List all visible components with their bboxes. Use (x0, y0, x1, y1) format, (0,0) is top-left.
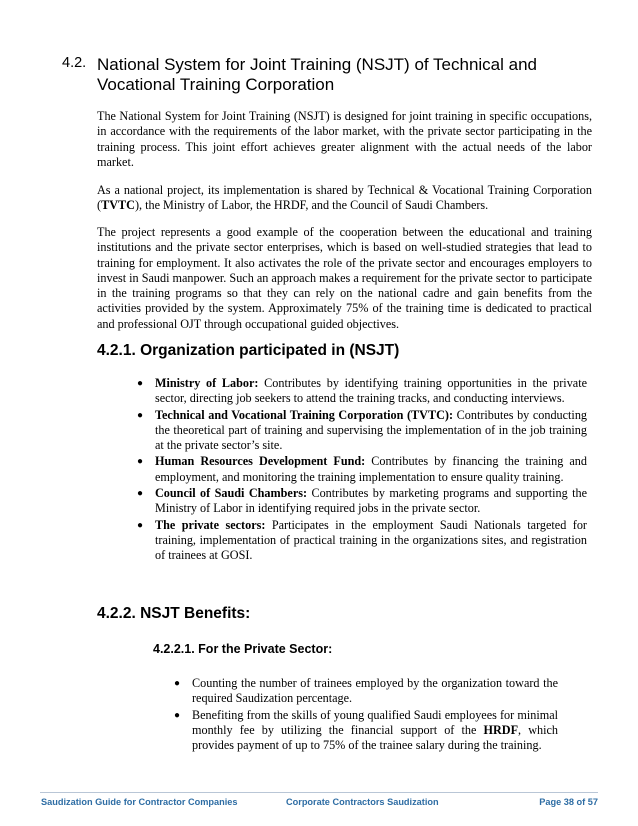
bullet-icon: ● (137, 409, 144, 421)
item-bold: HRDF (483, 722, 519, 737)
item-text: Counting the number of trainees employed by the organization toward the required Saudization percentage. (192, 676, 558, 706)
item-text: Participates in the employment Saudi Nationals targeted for training, implementation of practical training in the organizations sites, and registration of trainees at GOSI. (155, 517, 587, 562)
section-number: 4.2. (62, 55, 87, 71)
item-bold: Human Resources Development Fund: (155, 454, 366, 469)
item-text-after: , which provides payment of up to 75% of the trainee salary during the training. (192, 722, 558, 752)
list-item (137, 376, 587, 406)
footer-center: Corporate Contractors Saudization (286, 797, 439, 807)
list-item (137, 454, 587, 484)
item-text: Contributes by financing the training and employment, and monitoring the training implementation to ensure quality training. (155, 454, 587, 484)
item-bold: The private sectors: (155, 517, 266, 532)
list-item (174, 707, 558, 754)
benefits-list (174, 676, 558, 754)
item-text: Contributes by identifying training opportunities in the private sector, directing job seekers to attend the training tracks, and conducting interviews. (155, 376, 587, 406)
organization-list (137, 376, 588, 564)
paragraph-implementation (97, 183, 592, 214)
list-item (137, 485, 588, 516)
paragraph-intro: The National System for Joint Training (NSJT) is designed for joint training in specific occupations, in accordance with the requirements of the labor market, with the private sector participating in the training process. This joint effort achieves greater alignment with the actual needs of the labor market. (97, 109, 592, 169)
list-item (137, 517, 587, 564)
p2-before: As a national project, its implementation is shared by Technical & Vocational Training Corporation ( (97, 183, 592, 213)
bullet-icon: ● (174, 678, 181, 689)
footer-divider (40, 792, 598, 793)
bullet-icon: ● (137, 519, 144, 531)
paragraph-cooperation: The project represents a good example of the cooperation between the educational and training institutions and the private sector enterprises, which is based on well-studied strategies that lead to training for employment. It also activates the role of the private sector and encourages employers to invest in Saudi manpower. Such an approach makes a requirement for the private sector to participate in the training programs so that they can rely on the national cadre and gain benefits from the activities provided by the system. Approximately 75% of the training time is dedicated to practical and professional OJT through occupational guided objectives. (97, 225, 592, 331)
item-bold: Council of Saudi Chambers: (155, 485, 308, 500)
item-bold: Ministry of Labor: (155, 376, 259, 390)
section-title: National System for Joint Training (NSJT) of Technical and Vocational Training Corporation (97, 55, 537, 94)
footer-left: Saudization Guide for Contractor Companies (41, 797, 238, 807)
subsection-heading-organizations: 4.2.1. Organization participated in (NSJT) (97, 342, 400, 359)
subsection-heading-benefits: 4.2.2. NSJT Benefits: (97, 605, 251, 622)
item-text: Contributes by conducting the theoretical part of training and supervising the implementation of in the job training at the private sector’s site. (155, 407, 588, 452)
p2-after: ), the Ministry of Labor, the HRDF, and the Council of Saudi Chambers. (134, 198, 489, 213)
footer-page-number: Page 38 of 57 (539, 797, 598, 807)
item-text-before: Benefiting from the skills of young qualified Saudi employees for minimal monthly fee by utilizing the financial support of the (192, 707, 558, 737)
item-text: Contributes by marketing programs and supporting the Ministry of Labor in identifying required jobs in the private sector. (155, 485, 588, 516)
bullet-icon: ● (137, 378, 144, 389)
subsubsection-heading-private-sector: 4.2.2.1. For the Private Sector: (153, 642, 333, 656)
bullet-icon: ● (137, 487, 144, 499)
bullet-icon: ● (174, 709, 181, 721)
list-item (174, 676, 558, 706)
p2-bold: TVTC (101, 198, 135, 213)
bullet-icon: ● (137, 456, 144, 468)
item-bold: Technical and Vocational Training Corporation (TVTC): (155, 407, 454, 422)
list-item (137, 407, 588, 454)
